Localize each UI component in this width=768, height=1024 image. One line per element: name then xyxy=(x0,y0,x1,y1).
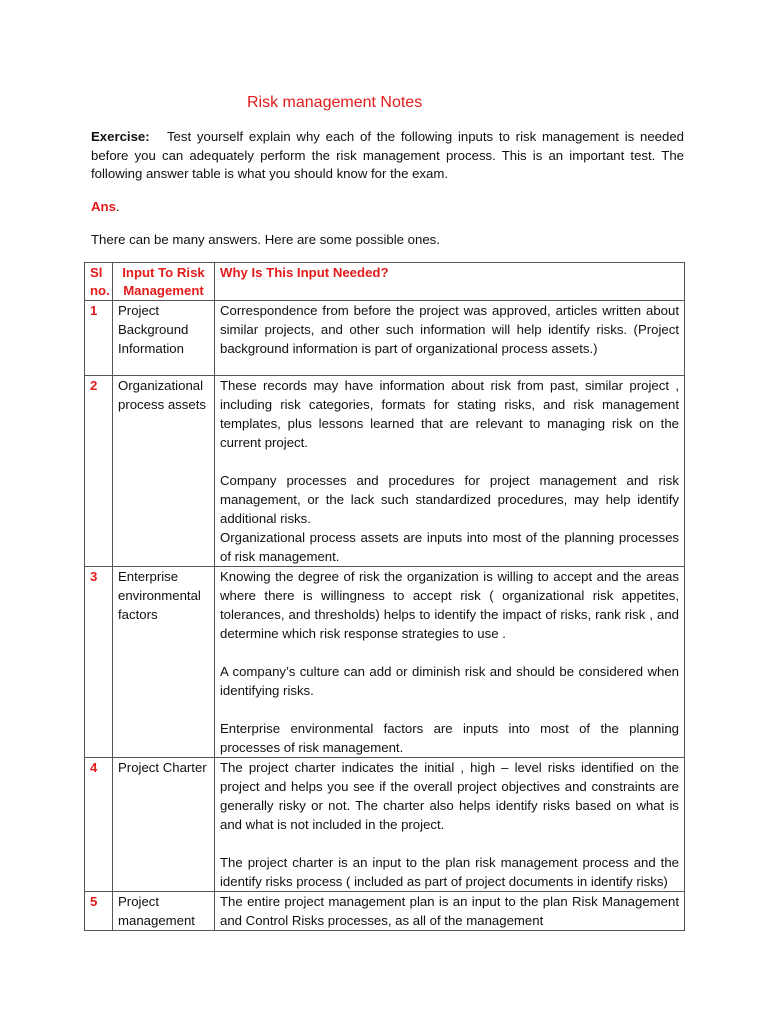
answer-heading xyxy=(91,199,120,214)
row-input: Organizational process assets xyxy=(113,376,215,567)
why-paragraph: Enterprise environmental factors are inputs into most of the planning processes of risk management. xyxy=(220,721,679,755)
header-why: Why Is This Input Needed? xyxy=(215,263,685,301)
why-paragraph: The entire project management plan is an input to the plan Risk Management and Control Risks processes, as all of the management xyxy=(220,894,679,928)
exercise-text: Test yourself explain why each of the following inputs to risk management is needed before you can adequately perform the risk management process. This is an important test. The following answer table is what you should know for the exam. xyxy=(91,129,684,181)
row-number: 3 xyxy=(85,567,113,758)
why-paragraph: The project charter indicates the initial , high – level risks identified on the project and helps you see if the overall project objectives and constraints are generally risky or not. The charter also helps identify risks based on what is and what is not included in the project. xyxy=(220,760,679,832)
row-why xyxy=(215,376,685,567)
risk-inputs-table xyxy=(84,262,685,931)
table-row xyxy=(85,892,685,931)
why-paragraph: Company processes and procedures for project management and risk management, or the lack such standardized procedures, may help identify additional risks. xyxy=(220,473,679,526)
header-input: Input To Risk Management xyxy=(113,263,215,301)
row-input: Enterprise environmental factors xyxy=(113,567,215,758)
row-why xyxy=(215,758,685,892)
intro-text: There can be many answers. Here are some possible ones. xyxy=(91,232,440,247)
row-input: Project Background Information xyxy=(113,301,215,376)
why-paragraph: A company’s culture can add or diminish risk and should be considered when identifying risks. xyxy=(220,664,679,698)
header-sl-no: Sl no. xyxy=(85,263,113,301)
row-input: Project management xyxy=(113,892,215,931)
why-paragraph: Correspondence from before the project was approved, articles written about similar projects, and other such information will help identify risks. (Project background information is part of organizational process assets.) xyxy=(220,303,679,356)
row-why xyxy=(215,567,685,758)
why-paragraph: Organizational process assets are inputs into most of the planning processes of risk management. xyxy=(220,530,679,564)
row-number: 5 xyxy=(85,892,113,931)
page-title: Risk management Notes xyxy=(247,94,423,111)
table-row xyxy=(85,301,685,376)
table-header-row xyxy=(85,263,685,301)
why-paragraph: These records may have information about risk from past, similar project , including risk categories, formats for stating risks, and risk management templates, plus lessons learned that are relevant to managing risk on the current project. xyxy=(220,378,679,450)
row-number: 2 xyxy=(85,376,113,567)
table-row xyxy=(85,567,685,758)
row-why xyxy=(215,892,685,931)
answer-period: . xyxy=(115,199,120,214)
exercise-paragraph xyxy=(91,128,684,184)
table-row xyxy=(85,758,685,892)
row-why xyxy=(215,301,685,376)
row-number: 4 xyxy=(85,758,113,892)
row-number: 1 xyxy=(85,301,113,376)
why-paragraph: The project charter is an input to the plan risk management process and the identify risks process ( included as part of project documents in identify risks) xyxy=(220,855,679,889)
table-row xyxy=(85,376,685,567)
why-paragraph: Knowing the degree of risk the organization is willing to accept and the areas where there is willingness to accept risk ( organizational risk appetites, tolerances, and thresholds) helps to identify the impact of risks, rank risk , and determine which risk response strategies to use . xyxy=(220,569,679,641)
row-input: Project Charter xyxy=(113,758,215,892)
exercise-label: Exercise: xyxy=(91,129,150,144)
answer-label: Ans xyxy=(91,199,116,214)
